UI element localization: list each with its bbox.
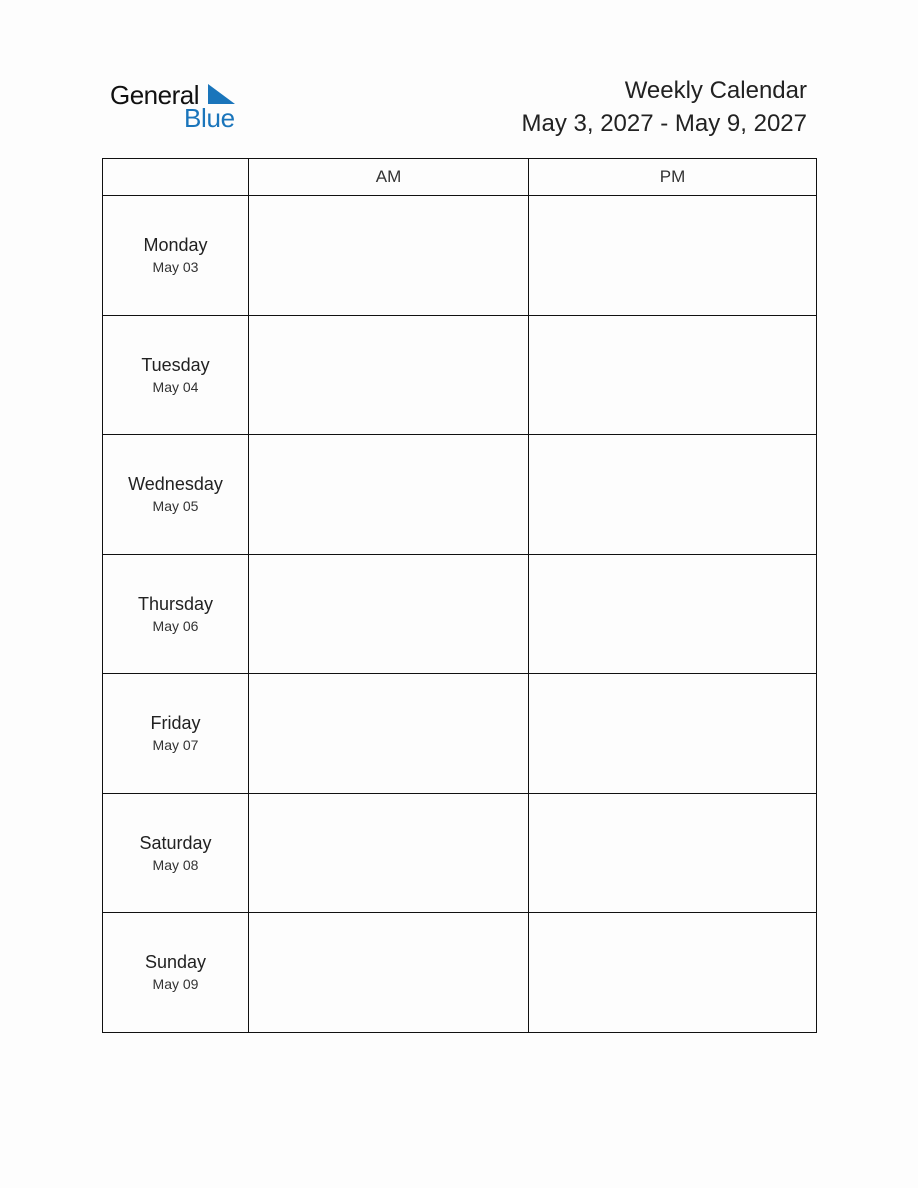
- pm-cell[interactable]: [529, 674, 817, 794]
- table-row: [103, 554, 817, 674]
- page-title: Weekly Calendar: [624, 77, 807, 104]
- am-cell[interactable]: [249, 674, 529, 794]
- day-cell: [103, 674, 249, 794]
- am-cell[interactable]: [249, 315, 529, 435]
- pm-cell[interactable]: [529, 196, 817, 316]
- day-cell: [103, 435, 249, 555]
- table-row: [103, 674, 817, 794]
- day-cell: [103, 196, 249, 316]
- day-cell: [103, 793, 249, 913]
- pm-cell[interactable]: [529, 554, 817, 674]
- am-cell[interactable]: [249, 435, 529, 555]
- day-date: May 08: [152, 856, 199, 873]
- table-row: [103, 315, 817, 435]
- day-date: May 06: [152, 617, 199, 634]
- date-range: May 3, 2027 - May 9, 2027: [521, 110, 807, 137]
- header-row: [103, 159, 817, 196]
- logo-text-general: General: [110, 80, 199, 110]
- am-cell[interactable]: [249, 196, 529, 316]
- day-cell: [103, 315, 249, 435]
- table-row: [103, 913, 817, 1033]
- day-name: Thursday: [137, 593, 214, 614]
- pm-cell[interactable]: [529, 913, 817, 1033]
- page-header: [522, 74, 808, 140]
- am-cell[interactable]: [249, 793, 529, 913]
- table-row: [103, 435, 817, 555]
- day-date: May 09: [152, 976, 199, 993]
- day-name: Wednesday: [128, 474, 223, 495]
- table-row: [103, 793, 817, 913]
- day-date: May 05: [152, 498, 199, 515]
- triangle-icon: [208, 84, 235, 104]
- pm-cell[interactable]: [529, 793, 817, 913]
- pm-cell[interactable]: [529, 315, 817, 435]
- day-date: May 04: [152, 378, 199, 395]
- column-header-am: AM: [249, 159, 529, 196]
- column-header-day: [103, 159, 249, 196]
- day-name: Saturday: [139, 832, 212, 853]
- logo-text-blue: Blue: [184, 103, 235, 133]
- am-cell[interactable]: [249, 913, 529, 1033]
- day-name: Friday: [150, 713, 201, 734]
- table-row: [103, 196, 817, 316]
- weekly-calendar-table: [102, 158, 817, 1033]
- day-date: May 07: [152, 737, 199, 754]
- am-cell[interactable]: [249, 554, 529, 674]
- day-date: May 03: [152, 259, 199, 276]
- day-name: Monday: [143, 235, 208, 256]
- day-name: Sunday: [144, 952, 207, 973]
- logo: [110, 78, 250, 134]
- day-name: Tuesday: [141, 354, 210, 375]
- column-header-pm: PM: [529, 159, 817, 196]
- day-cell: [103, 913, 249, 1033]
- pm-cell[interactable]: [529, 435, 817, 555]
- day-cell: [103, 554, 249, 674]
